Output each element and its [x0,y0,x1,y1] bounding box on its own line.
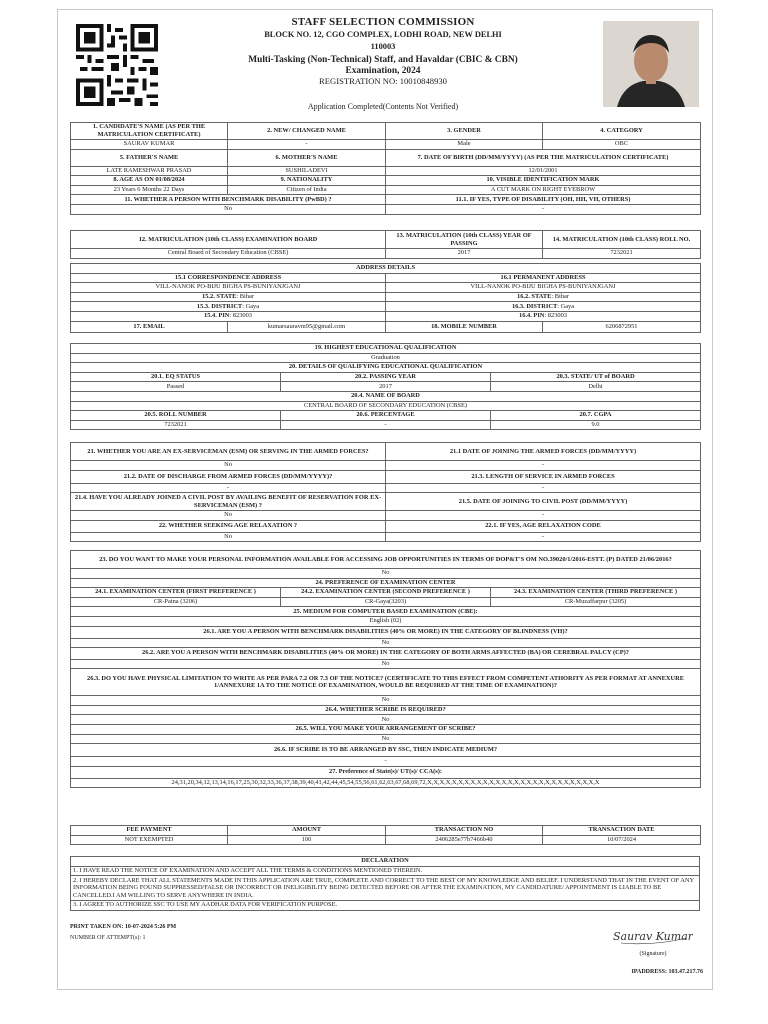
esm: No [71,461,386,471]
h-perm-pin: 16.4. PIN [519,312,545,320]
writing-limitation: No [71,696,701,706]
h-cca-preference: 27. Preference of State(s)/ UT(s)/ CCA(s): [71,766,701,778]
h-category: 4. CATEGORY [543,123,701,140]
attempt-count: NUMBER OF ATTEMPT(s): 1 [70,935,146,941]
exam-title [168,55,598,77]
own-scribe: No [71,734,701,744]
h-center-second: 24.2. EXAMINATION CENTER (SECOND PREFERENCE ) [281,588,491,598]
declaration-2: 2. I HEREBY DECLARE THAT ALL STATEMENTS MADE IN THIS APPLICATION ARE TRUE, COMPLETE AND CORRECT TO THE BEST OF MY KNOWLEDGE AND BELIEF. I UNDERSTAND THAT IN THE EVENT OF ANY INFORMATION BEING FOUND SUPPRESSED/FALSE OR INCORRECT OR INELIGIBILITY BEING DETECTED BEFORE OR AFTER THE EXAMINATION, MY CANDIDATURE/ APPOINTMENT IS LIABLE TO BE CANCELLED.I AM WILLING TO SERVE ANYWHERE IN INDIA. [71,876,700,901]
fee-payment: NOT EXEMPTED [71,835,228,845]
h-center-first: 24.1. EXAMINATION CENTER (FIRST PREFERENCE ) [71,588,281,598]
highest-qualification: Graduation [71,353,701,363]
h-transaction-no: TRANSACTION NO [386,826,543,836]
h-age-relaxation: 22. WHETHER SEEKING AGE RELAXATION ? [71,520,386,532]
gender: Male [386,140,543,150]
h-board-state: 20.3. STATE/ UT of BOARD [491,372,701,382]
permanent-address: VILL-NANOK PO-BIJU BIGHA PS-BUNIYANJGANJ [386,283,701,293]
perm-state: Bihar [554,293,569,301]
mobile: 6206872951 [543,321,701,332]
matric-board: Central Board of Secondary Education (CBSE) [71,249,386,259]
candidate-photo [603,21,699,107]
corr-pin-cell: 15.4. PIN: 823003 [71,311,386,321]
corr-pin: 823003 [232,312,252,320]
h-qualifying-details: 20. DETAILS OF QUALIFYING EDUCATIONAL QUALIFICATION [71,363,701,373]
preferences-table [70,550,701,788]
service-length: - [386,483,701,493]
h-scribe-required: 26.4. WHETHER SCRIBE IS REQUIRED? [71,705,701,715]
print-timestamp: PRINT TAKEN ON: 10-07-2024 5:26 PM [70,924,177,930]
h-email: 17. EMAIL [71,321,228,332]
h-fee-payment: FEE PAYMENT [71,826,228,836]
ba-cp: No [71,659,701,669]
h-own-scribe: 26.5. WILL YOU MAKE YOUR ARRANGEMENT OF SCRIBE? [71,724,701,734]
armed-joining: - [386,461,701,471]
h-father-name: 5. FATHER'S NAME [71,149,228,166]
exam-title-line2: Examination, 2024 [345,66,421,76]
declaration-1: 1. I HAVE READ THE NOTICE OF EXAMINATION AND ACCEPT ALL THE TERMS & CONDITIONS MENTIONED THEREIN. [71,866,700,876]
board-state: Delhi [491,382,701,392]
discharge: - [71,483,386,493]
h-corr-state: 15.2. STATE [202,293,237,301]
h-roll-number: 20.5. ROLL NUMBER [71,411,281,421]
relaxation-code: - [386,532,701,542]
civil-joining: - [386,511,701,521]
corr-district: Gaya [245,302,260,310]
perm-pin-cell: 16.4. PIN: 823003 [386,311,701,321]
h-percentage: 20.6. PERCENTAGE [281,411,491,421]
scribe-required: No [71,715,701,725]
declaration-table [70,856,700,911]
application-status: Application Completed(Contents Not Verified) [307,102,459,111]
fee-table [70,825,701,845]
application-form-page [57,9,713,990]
exam-title-line1: Multi-Tasking (Non-Technical) Staff, and Havaldar (CBIC & CBN) [248,55,518,65]
center-second: CR-Gaya(3203) [281,597,491,607]
signature-caption: (Signature) [639,951,667,957]
h-ba-cp: 26.2. ARE YOU A PERSON WITH BENCHMARK DISABILITIES (40% OR MORE) IN THE CATEGORY OF BOTH ARMS AFFECTED (BA) OR CEREBRAL PALCY (CP)? [71,647,701,659]
declaration-3: 3. I AGREE TO AUTHORIZE SSC TO USE MY AADHAR DATA FOR VERIFICATION PURPOSE. [71,901,700,911]
share-info: No [71,569,701,579]
h-mobile: 18. MOBILE NUMBER [386,321,543,332]
h-pwbd: 11. WHETHER A PERSON WITH BENCHMARK DISABILITY (PwBD) ? [71,195,386,205]
signature-text: Saurav Kumar [613,930,693,943]
cgpa: 9.0 [491,420,701,430]
h-passing-year: 20.2. PASSING YEAR [281,372,491,382]
amount: 100 [228,835,386,845]
h-corr-district: 15.3. DISTRICT [196,302,243,310]
vh: No [71,638,701,647]
h-relaxation-code: 22.1. IF YES, AGE RELAXATION CODE [386,520,701,532]
civil-post: No [71,511,386,521]
matric-year: 2017 [386,249,543,259]
address-title: ADDRESS DETAILS [71,264,701,274]
h-civil-joining: 21.5. DATE OF JOINING TO CIVIL POST (DD/MM/YYYY) [386,493,701,511]
org-name: STAFF SELECTION COMMISSION [291,16,475,28]
h-esm: 21. WHETHER YOU ARE AN EX-SERVICEMAN (ESM) OR SERVING IN THE ARMED FORCES? [71,443,386,461]
corr-state: Bihar [239,293,254,301]
h-center-third: 24.3. EXAMINATION CENTER (THIRD PREFERENCE ) [491,588,701,598]
signature-image [613,924,693,948]
correspondence-address: VILL-NANOK PO-BIJU BIGHA PS-BUNIYANJGANJ [71,283,386,293]
percentage: - [281,420,491,430]
h-pwbd-type: 11.1. IF YES, TYPE OF DISABILITY (OH, HH, VH, OTHERS) [386,195,701,205]
h-dob: 7. DATE OF BIRTH (DD/MM/YYYY) (AS PER THE MATRICULATION CERTIFICATE) [386,149,701,166]
h-nationality: 9. NATIONALITY [228,176,386,186]
h-matric-year: 13. MATRICULATION (10th CLASS) YEAR OF PASSING [386,231,543,249]
perm-district: Gaya [560,302,575,310]
h-board-name: 20.4. NAME OF BOARD [71,391,701,401]
perm-state-cell: 16.2. STATE: Bihar [386,292,701,302]
changed-name: - [228,140,386,150]
h-matric-roll: 14. MATRICULATION (10th CLASS) ROLL NO. [543,231,701,249]
h-share-info: 23. DO YOU WANT TO MAKE YOUR PERSONAL INFORMATION AVAILABLE FOR ACCESSING JOB OPPORTUNITIES IN TERMS OF DOP&T'S OM NO.39020/1/2016-ESTT. (P) DATED 21/06/2016? [71,551,701,569]
transaction-no: 2406285e77b7466b40 [386,835,543,845]
ssc-scribe-medium: - [71,757,701,767]
declaration-title: DECLARATION [71,857,700,867]
h-candidate-name: 1. CANDIDATE'S NAME (AS PER THE MATRICULATION CERTIFICATE) [71,123,228,140]
qr-code [76,24,158,106]
h-cgpa: 20.7. CGPA [491,411,701,421]
h-matric-board: 12. MATRICULATION (10th CLASS) EXAMINATION BOARD [71,231,386,249]
h-service-length: 21.3. LENGTH OF SERVICE IN ARMED FORCES [386,470,701,483]
h-transaction-date: TRANSACTION DATE [543,826,701,836]
h-civil-post: 21.4. HAVE YOU ALREADY JOINED A CIVIL POST BY AVAILING BENEFIT OF RESERVATION FOR EX-SERVICEMAN (ESM) ? [71,493,386,511]
corr-district-cell: 15.3. DISTRICT: Gaya [71,302,386,312]
roll-number: 7232021 [71,420,281,430]
education-table [70,343,701,430]
h-eq-status: 20.1. EQ STATUS [71,372,281,382]
h-gender: 3. GENDER [386,123,543,140]
org-address: BLOCK NO. 12, CGO COMPLEX, LODHI ROAD, NEW DELHI [264,30,502,39]
father-name: LATE RAMESHWAR PRASAD [71,166,228,176]
h-permanent-address: 16.1 PERMANENT ADDRESS [386,273,701,283]
h-corr-pin: 15.4. PIN [204,312,230,320]
cbe-medium: English (02) [71,616,701,626]
eq-status: Passed [71,382,281,392]
transaction-date: 10/07/2024 [543,835,701,845]
h-identification-mark: 10. VISIBLE IDENTIFICATION MARK [386,176,701,186]
registration-number: REGISTRATION NO: 10010848930 [319,76,447,86]
category: OBC [543,140,701,150]
perm-pin: 823003 [547,312,567,320]
h-ssc-scribe-medium: 26.6. IF SCRIBE IS TO BE ARRANGED BY SSC, THEN INDICATE MEDIUM? [71,744,701,757]
email: kumarsauravm95@gmail.com [228,321,386,332]
address-table [70,263,701,333]
dob: 12/01/2001 [386,166,701,176]
h-mother-name: 6. MOTHER'S NAME [228,149,386,166]
h-vh: 26.1. ARE YOU A PERSON WITH BENCHMARK DISABILITIES (40% OR MORE) IN THE CATEGORY OF BLINDNESS (VH)? [71,626,701,638]
ip-address: IPADDRESS: 103.47.217.76 [631,969,703,975]
corr-state-cell: 15.2. STATE: Bihar [71,292,386,302]
identification-mark: A CUT MARK ON RIGHT EYEBROW [386,185,701,195]
pwbd: No [71,204,386,214]
org-pincode: 110003 [370,42,396,51]
candidate-name: SAURAV KUMAR [71,140,228,150]
age-relaxation: No [71,532,386,542]
matriculation-table [70,230,701,259]
cca-preference: 24,31,20,34,12,13,14,16,17,25,30,32,33,36,37,38,39,40,41,42,44,45,54,55,56,61,62,63,67,68,69,72,X,X,X,X,X,X,X,X,X,X,X,X,X,X,X,X,X,X,X,X,X,X,X,X,X,X,X,X [71,778,701,788]
personal-details-table [70,122,701,215]
h-discharge: 21.2. DATE OF DISCHARGE FROM ARMED FORCES (DD/MM/YYYY)? [71,470,386,483]
matric-roll: 7232021 [543,249,701,259]
passing-year: 2017 [281,382,491,392]
h-correspondence-address: 15.1 CORRESPONDENCE ADDRESS [71,273,386,283]
h-armed-joining: 21.1 DATE OF JOINING THE ARMED FORCES (DD/MM/YYYY) [386,443,701,461]
h-amount: AMOUNT [228,826,386,836]
perm-district-cell: 16.3. DISTRICT: Gaya [386,302,701,312]
board-name: CENTRAL BOARD OF SECONDARY EDUCATION (CBSE) [71,401,701,411]
h-perm-state: 16.2. STATE [517,293,552,301]
mother-name: SUSHILADEVI [228,166,386,176]
h-age: 8. AGE AS ON 01/08/2024 [71,176,228,186]
age: 23 Years 6 Months 22 Days [71,185,228,195]
h-changed-name: 2. NEW/ CHANGED NAME [228,123,386,140]
h-perm-district: 16.3. DISTRICT [511,302,558,310]
center-third: CR-Muzaffarpur (3205) [491,597,701,607]
h-cbe-medium: 25. MEDIUM FOR COMPUTER BASED EXAMINATION (CBE): [71,607,701,617]
h-writing-limitation: 26.3. DO YOU HAVE PHYSICAL LIMITATION TO WRITE AS PER PARA 7.2 OR 7.3 OF THE NOTICE? (CERTIFICATE TO THIS EFFECT FROM COMPETENT ATHORITY AS PER FORMAT AT ANNEXURE 1/ANNEXURE 1A TO THE NOTICE OF EXAMINATION, WOULD BE REQUIRED AT THE TIME OF EXAMINATION)? [71,669,701,696]
pwbd-type: - [386,204,701,214]
h-center-preference: 24. PREFERENCE OF EXAMINATION CENTER [71,578,701,588]
center-first: CR-Patna (3206) [71,597,281,607]
h-highest-qualification: 19. HIGHEST EDUCATIONAL QUALIFICATION [71,344,701,354]
esm-table [70,442,701,542]
nationality: Citizen of India [228,185,386,195]
